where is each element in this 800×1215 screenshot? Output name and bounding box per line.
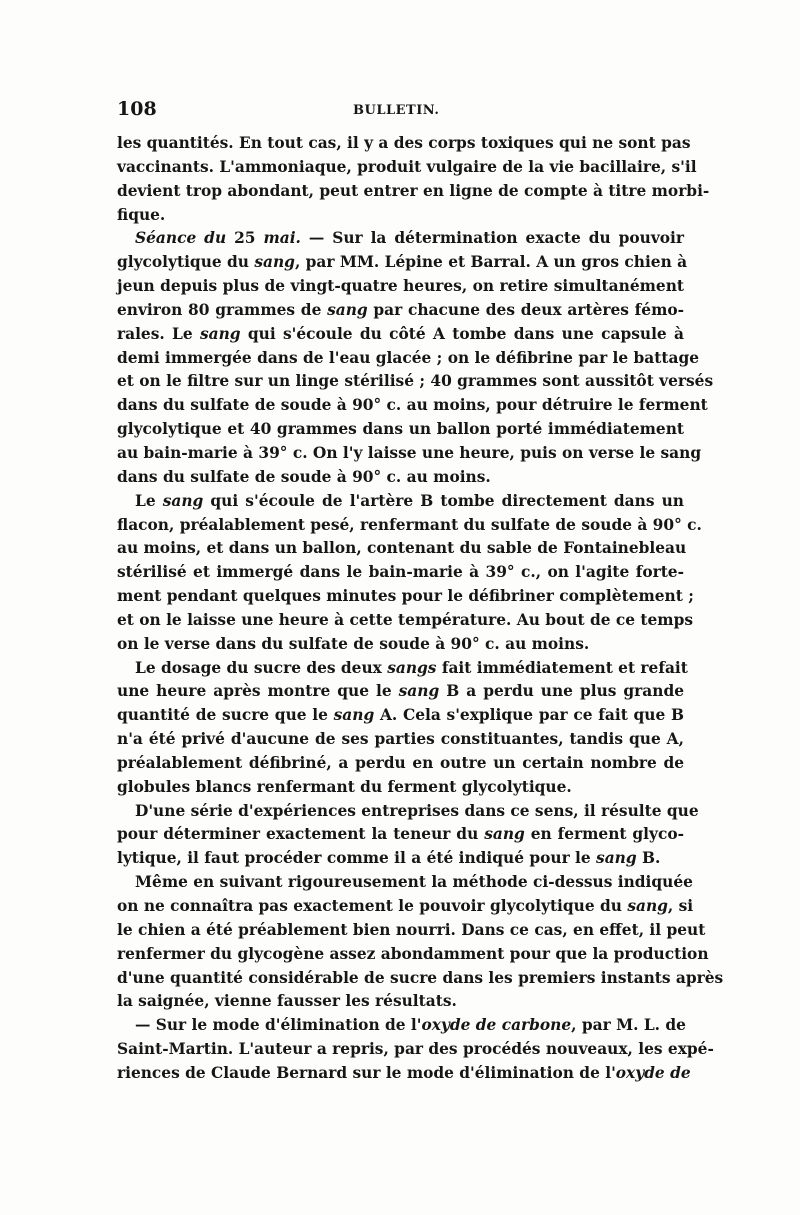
- text-line: [117, 394, 708, 418]
- text-line: [117, 1014, 684, 1038]
- text-line: [117, 275, 684, 299]
- italic-text: mai.: [263, 229, 301, 248]
- text-line: [117, 657, 688, 681]
- text-segment: n'a été privé d'aucune de ses parties constituantes, tandis que A,: [117, 730, 684, 749]
- text-line: [117, 990, 684, 1014]
- text-segment: Le dosage du sucre des deux: [135, 658, 388, 677]
- text-segment: , si: [667, 897, 694, 915]
- text-line: [117, 227, 684, 251]
- text-segment: en ferment glyco-: [524, 825, 684, 844]
- italic-text: sang: [199, 324, 241, 343]
- text-segment: le chien a été préablement bien nourri. Dans ce cas, en effet, il peut: [117, 920, 706, 939]
- text-segment: environ 80 grammes de: [117, 300, 328, 319]
- text-segment: B.: [636, 849, 661, 868]
- text-line: [117, 370, 714, 394]
- text-segment: globules blancs renfermant du ferment glycolytique.: [117, 777, 572, 796]
- italic-text: sang: [254, 253, 295, 272]
- text-segment: dans du sulfate de soude à 90° c. au moins, pour détruire le ferment: [117, 396, 708, 415]
- text-segment: par chacune des deux artères fémo-: [367, 300, 685, 319]
- text-segment: qui s'écoule du côté A tombe dans une capsule à: [240, 324, 684, 343]
- text-line: [117, 800, 699, 824]
- text-line: [117, 585, 694, 609]
- text-line: [117, 967, 724, 991]
- text-line: [117, 180, 710, 204]
- text-line: [117, 323, 684, 347]
- text-line: [117, 704, 684, 728]
- running-head: BULLETIN.: [353, 103, 440, 118]
- text-line: [117, 299, 684, 323]
- text-line: [117, 1038, 714, 1062]
- text-line: [117, 776, 684, 800]
- text-segment: Le: [135, 491, 163, 510]
- text-segment: on ne connaîtra pas exactement le pouvoir glycolytique du: [117, 897, 628, 915]
- text-segment: pour déterminer exactement la teneur du: [117, 825, 485, 844]
- text-line: [117, 609, 693, 633]
- italic-text: sang: [327, 300, 368, 319]
- text-segment: préalablement défibriné, a perdu en outre un certain nombre de: [117, 753, 684, 772]
- italic-text: sang: [333, 706, 375, 725]
- italic-text: sang: [484, 825, 525, 844]
- text-line: [117, 919, 706, 943]
- text-segment: on le verse dans du sulfate de soude à 90° c. au moins.: [117, 634, 590, 653]
- text-line: [117, 728, 684, 752]
- text-segment: au moins, et dans un ballon, contenant du sable de Fontainebleau: [117, 539, 687, 558]
- text-segment: flacon, préalablement pesé, renfermant du sulfate de soude à 90° c.: [117, 515, 702, 534]
- text-line: [117, 752, 684, 776]
- text-line: [117, 251, 688, 275]
- text-line: [117, 466, 684, 490]
- body-text: [117, 132, 724, 1086]
- text-segment: qui s'écoule de l'artère B tombe directement dans un: [203, 491, 684, 510]
- text-line: [117, 204, 684, 228]
- text-segment: renfermer du glycogène assez abondamment pour que la production: [117, 944, 709, 963]
- text-segment: — Sur la détermination exacte du pouvoir: [300, 229, 684, 248]
- page-header: [117, 98, 684, 124]
- text-segment: la saignée, vienne fausser les résultats.: [117, 992, 457, 1011]
- text-segment: une heure après montre que le: [117, 682, 399, 701]
- text-line: [117, 537, 687, 561]
- text-line: [117, 633, 684, 657]
- italic-text: oxyde de: [615, 1063, 691, 1082]
- text-segment: au bain-marie à 39° c. On l'y laisse une heure, puis on verse le sang: [117, 443, 702, 462]
- text-segment: quantité de sucre que le: [117, 706, 334, 725]
- text-segment: vaccinants. L'ammoniaque, produit vulgaire de la vie bacillaire, s'il: [117, 157, 697, 176]
- text-line: [117, 847, 684, 871]
- text-line: [117, 132, 691, 156]
- text-segment: D'une série d'expériences entreprises dans ce sens, il résulte que: [135, 801, 699, 820]
- text-segment: et on le laisse une heure à cette température. Au bout de ce temps: [117, 610, 693, 629]
- italic-text: sang: [596, 849, 637, 868]
- text-segment: dans du sulfate de soude à 90° c. au moins.: [117, 467, 491, 486]
- text-segment: Même en suivant rigoureusement la méthode ci-dessus indiquée: [135, 873, 693, 892]
- text-segment: fique.: [117, 205, 166, 224]
- text-segment: et on le filtre sur un linge stérilisé ; 40 grammes sont aussitôt versés: [117, 372, 714, 391]
- text-line: [117, 680, 684, 704]
- text-segment: fait immédiatement et refait: [436, 658, 688, 677]
- text-segment: demi immergée dans de l'eau glacée ; on le défibrine par le battage: [117, 348, 700, 367]
- text-segment: glycolytique du: [117, 253, 255, 272]
- text-segment: — Sur le mode d'élimination de l': [135, 1016, 422, 1035]
- italic-text: sang: [627, 897, 668, 915]
- page-number: 108: [117, 98, 157, 120]
- text-segment: A. Cela s'explique par ce fait que B: [374, 706, 685, 725]
- italic-text: sangs: [387, 658, 437, 677]
- text-segment: riences de Claude Bernard sur le mode d'élimination de l': [117, 1063, 616, 1082]
- text-line: [117, 895, 694, 919]
- text-segment: d'une quantité considérable de sucre dans les premiers instants après: [117, 968, 724, 987]
- text-segment: rales. Le: [117, 324, 200, 343]
- italic-text: Séance du: [135, 229, 227, 248]
- italic-text: oxyde de carbone: [421, 1016, 572, 1035]
- text-line: [117, 514, 702, 538]
- text-segment: 25: [226, 229, 264, 248]
- text-line: [117, 1062, 691, 1086]
- text-line: [117, 561, 684, 585]
- text-segment: stérilisé et immergé dans le bain-marie à 39° c., on l'agite forte-: [117, 563, 684, 582]
- italic-text: sang: [398, 682, 440, 701]
- text-segment: devient trop abondant, peut entrer en ligne de compte à titre morbi-: [117, 181, 710, 200]
- text-segment: B a perdu une plus grande: [439, 682, 685, 701]
- text-segment: ment pendant quelques minutes pour le défibriner complètement ;: [117, 587, 694, 606]
- text-segment: les quantités. En tout cas, il y a des corps toxiques qui ne sont pas: [117, 134, 691, 152]
- text-segment: , par M. L. de: [571, 1016, 686, 1035]
- text-segment: jeun depuis plus de vingt-quatre heures, on retire simultanément: [117, 277, 684, 296]
- text-segment: glycolytique et 40 grammes dans un ballon porté immédiatement: [117, 420, 684, 439]
- text-line: [117, 442, 702, 466]
- text-segment: Saint-Martin. L'auteur a repris, par des procédés nouveaux, les expé-: [117, 1040, 714, 1059]
- text-line: [117, 418, 684, 442]
- text-segment: lytique, il faut procéder comme il a été indiqué pour le: [117, 849, 597, 868]
- text-line: [117, 156, 697, 180]
- text-line: [117, 871, 693, 895]
- italic-text: sang: [162, 491, 204, 510]
- text-line: [117, 347, 700, 371]
- text-segment: , par MM. Lépine et Barral. A un gros chien à: [294, 253, 688, 272]
- text-line: [117, 823, 684, 847]
- text-line: [117, 490, 684, 514]
- text-line: [117, 943, 709, 967]
